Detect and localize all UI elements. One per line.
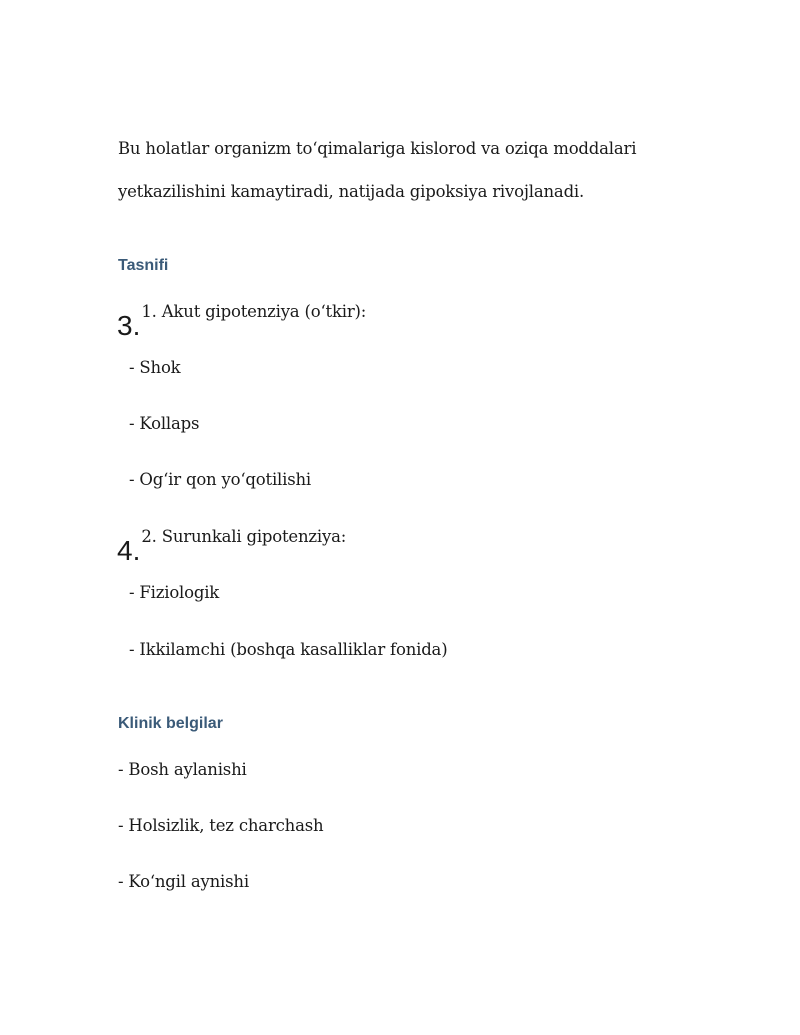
list-item: - Ikkilamchi (boshqa kasalliklar fonida) (129, 640, 448, 659)
list-item: - Fiziologik (129, 583, 220, 602)
intro-line-1: Bu holatlar organizm to‘qimalariga kislorod va oziqa moddalari (118, 139, 637, 158)
classification-group-1 (117, 302, 367, 341)
list-number: 4. (117, 535, 141, 566)
list-item: - Shok (129, 358, 181, 377)
group-title: 2. Surunkali gipotenziya: (141, 527, 347, 546)
list-item: - Bosh aylanishi (118, 760, 247, 779)
list-item: - Ko‘ngil aynishi (118, 872, 249, 891)
intro-line-2: yetkazilishini kamaytiradi, natijada gipoksiya rivojlanadi. (118, 182, 585, 201)
list-item: - Og‘ir qon yo‘qotilishi (129, 470, 311, 489)
group-title: 1. Akut gipotenziya (o‘tkir): (141, 302, 367, 321)
symptoms-heading: Klinik belgilar (118, 715, 223, 732)
list-item: - Kollaps (129, 414, 200, 433)
list-number: 3. (117, 310, 141, 341)
classification-group-2 (117, 527, 347, 566)
list-item: - Holsizlik, tez charchash (118, 816, 324, 835)
classification-heading: Tasnifi (118, 257, 169, 274)
